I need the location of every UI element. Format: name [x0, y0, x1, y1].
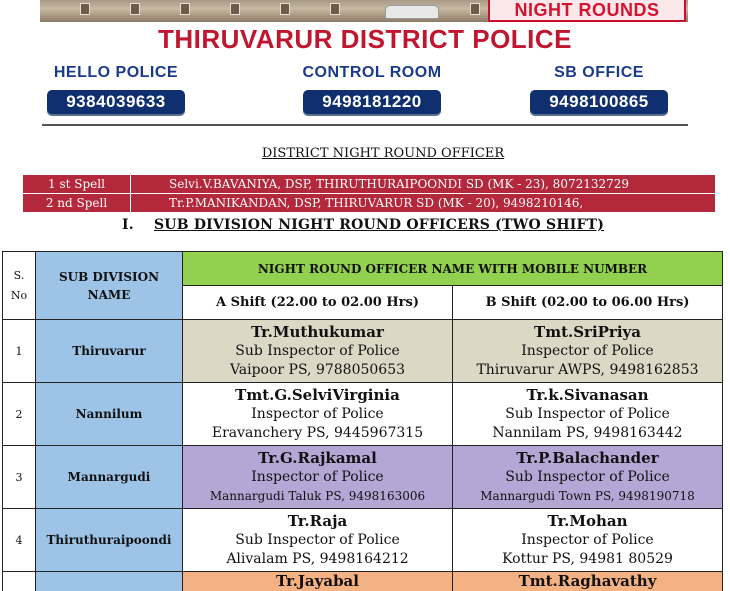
- building-window: [130, 3, 140, 15]
- officer-station: Thiruvarur AWPS, 9498162853: [476, 361, 699, 378]
- officer-rank: Inspector of Police: [521, 342, 654, 359]
- row-sub-division: Mannargudi: [36, 446, 183, 509]
- spell-officer: Selvi.V.BAVANIYA, DSP, THIRUTHURAIPOONDI SD (MK - 23), 8072132729: [131, 175, 716, 194]
- officer-rank: Inspector of Police: [251, 468, 384, 485]
- car-icon: [385, 5, 439, 19]
- col-sub-header: [36, 252, 183, 320]
- district-officer-table: [22, 174, 716, 213]
- row-sno: [3, 572, 36, 591]
- contact-number[interactable]: 9384039633: [47, 90, 185, 114]
- officer-station: Mannargudi Taluk PS, 9498163006: [209, 488, 426, 503]
- shift-b-officer: [453, 383, 723, 446]
- section-numeral: I.: [122, 217, 134, 233]
- col-sno-text: S. No: [10, 268, 28, 302]
- shift-b-officer: [453, 320, 723, 383]
- col-sno-header: [3, 252, 36, 320]
- district-heading: DISTRICT NIGHT ROUND OFFICER: [261, 146, 505, 161]
- officer-rank: Sub Inspector of Police: [505, 405, 670, 422]
- shift-a-header: A Shift (22.00 to 02.00 Hrs): [183, 286, 453, 320]
- row-sub-division: Thiruthuraipoondi: [36, 509, 183, 572]
- building-window: [280, 3, 290, 15]
- officer-station: Kottur PS, 94981 80529: [502, 550, 673, 567]
- building-window: [230, 3, 240, 15]
- officer-name: Tr.P.Balachander: [516, 448, 659, 467]
- row-sno: 3: [3, 446, 36, 509]
- contact-label: SB OFFICE: [554, 64, 644, 81]
- officer-name: Tmt.G.SelviVirginia: [235, 385, 400, 404]
- shift-a-officer: [183, 320, 453, 383]
- spell-label: 1 st Spell: [23, 175, 131, 194]
- officer-station: Nannilam PS, 9498163442: [492, 424, 683, 441]
- officer-rank: Sub Inspector of Police: [235, 342, 400, 359]
- officer-name: Tmt.Raghavathy: [518, 572, 657, 590]
- officer-name: Tr.Mohan: [547, 511, 628, 530]
- table-row: [3, 320, 723, 383]
- table-row: [3, 572, 723, 591]
- spell-officer: Tr.P.MANIKANDAN, DSP, THIRUVARUR SD (MK - 20), 9498210146,: [131, 194, 716, 213]
- building-window: [180, 3, 190, 15]
- row-sub-division: Thiruvarur: [36, 320, 183, 383]
- shift-a-officer: [183, 509, 453, 572]
- table-row: [23, 194, 716, 213]
- officer-rank: Inspector of Police: [251, 405, 384, 422]
- shift-b-header: B Shift (02.00 to 06.00 Hrs): [453, 286, 723, 320]
- col-sub-text: SUB DIVISION NAME: [58, 269, 160, 302]
- building-window: [80, 3, 90, 15]
- contact-number[interactable]: 9498181220: [303, 90, 441, 114]
- shift-b-officer: [453, 509, 723, 572]
- officer-station: Vaipoor PS, 9788050653: [229, 361, 406, 378]
- spell-label: 2 nd Spell: [23, 194, 131, 213]
- table-row: [3, 509, 723, 572]
- row-sno: 1: [3, 320, 36, 383]
- officer-station: Alivalam PS, 9498164212: [226, 550, 409, 567]
- officer-rank: Sub Inspector of Police: [505, 468, 670, 485]
- officer-station: Mannargudi Town PS, 9498190718: [480, 488, 695, 503]
- building-window: [330, 3, 340, 15]
- shift-b-officer: [453, 446, 723, 509]
- col-officer-header: NIGHT ROUND OFFICER NAME WITH MOBILE NUMBER: [183, 252, 723, 286]
- page-title: THIRUVARUR DISTRICT POLICE: [157, 24, 573, 54]
- table-header-row: [3, 252, 723, 286]
- night-rounds-badge: NIGHT ROUNDS: [488, 0, 686, 22]
- row-sno: 4: [3, 509, 36, 572]
- officer-rank: Inspector of Police: [521, 531, 654, 548]
- contact-hello-police: [21, 64, 211, 114]
- row-sub-division: [36, 572, 183, 591]
- officer-name: Tmt.SriPriya: [534, 322, 641, 341]
- section-title: SUB DIVISION NIGHT ROUND OFFICERS (TWO SHIFT): [154, 217, 605, 233]
- row-sub-division: Nannilum: [36, 383, 183, 446]
- contact-label: HELLO POLICE: [53, 64, 179, 81]
- officer-rank: Sub Inspector of Police: [235, 531, 400, 548]
- building-window: [470, 3, 480, 15]
- contact-label: CONTROL ROOM: [302, 64, 442, 81]
- section-heading: [122, 217, 604, 233]
- shift-b-officer: [453, 572, 723, 591]
- shift-a-officer: [183, 446, 453, 509]
- shift-a-officer: [183, 572, 453, 591]
- divider: [42, 124, 688, 126]
- contact-number[interactable]: 9498100865: [530, 90, 668, 114]
- sub-division-officer-table: [2, 251, 723, 591]
- contact-sb-office: [504, 64, 694, 114]
- contact-control-room: [277, 64, 467, 114]
- table-row: [3, 383, 723, 446]
- officer-station: Eravanchery PS, 9445967315: [211, 424, 424, 441]
- officer-name: Tr.Jayabal: [276, 572, 359, 590]
- officer-name: Tr.G.Rajkamal: [258, 448, 377, 467]
- officer-name: Tr.k.Sivanasan: [526, 385, 649, 404]
- row-sno: 2: [3, 383, 36, 446]
- officer-name: Tr.Muthukumar: [251, 322, 384, 341]
- shift-a-officer: [183, 383, 453, 446]
- officer-name: Tr.Raja: [287, 511, 348, 530]
- table-row: [3, 446, 723, 509]
- table-row: [23, 175, 716, 194]
